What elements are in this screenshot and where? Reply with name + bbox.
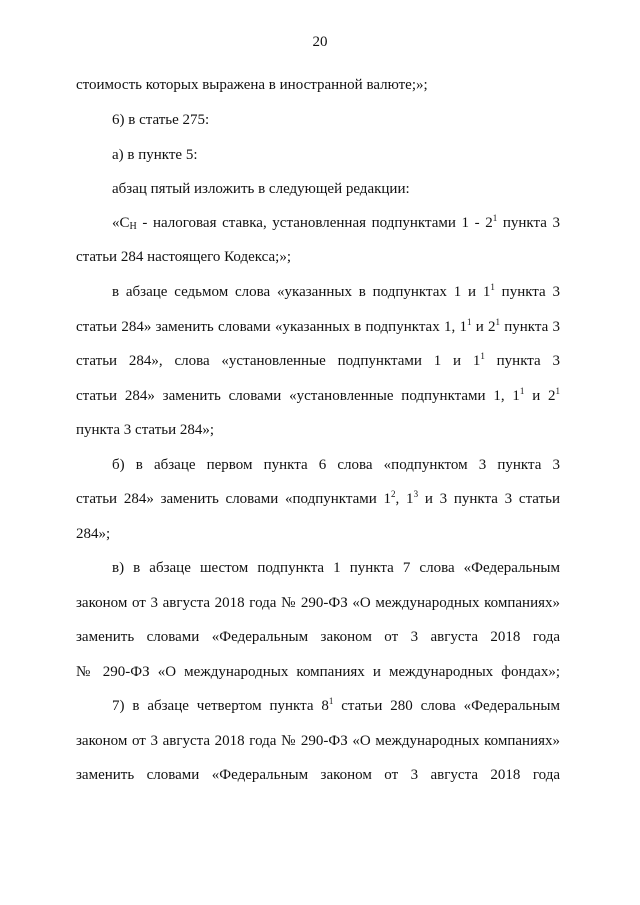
text-line-3: а) в пункте 5:	[112, 147, 198, 163]
text-line-1: стоимость которых выражена в иностранной валюте;»;	[76, 77, 428, 93]
superscript: 1	[466, 317, 472, 327]
text-line-13	[76, 490, 560, 508]
text-line-20: законом от 3 августа 2018 года № 290-ФЗ «О международных компаниях»	[76, 733, 560, 749]
text-fragment: пункта 3	[484, 353, 560, 369]
text-line-17: заменить словами «Федеральным законом от 3 августа 2018 года	[76, 629, 560, 645]
text-fragment: в абзаце седьмом слова «указанных в подпунктах 1 и 1	[112, 284, 491, 300]
superscript: 1	[490, 282, 495, 292]
superscript: 1	[495, 317, 500, 327]
superscript: 1	[492, 213, 498, 223]
page-number: 20	[312, 34, 328, 50]
text-line-15: в) в абзаце шестом подпункта 1 пункта 7 слова «Федеральным	[112, 560, 560, 576]
text-fragment: статьи 284» заменить словами «подпунктами 1	[76, 491, 392, 507]
text-fragment: статьи 284», слова «установленные подпунктами 1 и 1	[76, 353, 481, 369]
text-line-4: абзац пятый изложить в следующей редакции:	[112, 181, 410, 197]
text-line-8	[76, 318, 560, 336]
text-fragment: статьи 284» заменить словами «указанных в подпунктах 1, 1	[76, 319, 467, 335]
superscript: 2	[391, 489, 396, 499]
text-fragment: - налоговая ставка, установленная подпунктами 1 - 2	[136, 215, 493, 231]
text-line-21: заменить словами «Федеральным законом от 3 августа 2018 года	[76, 767, 560, 783]
text-fragment: и 2	[471, 319, 496, 335]
subscript: Н	[129, 221, 137, 232]
superscript: 1	[480, 351, 485, 361]
text-line-11: пункта 3 статьи 284»;	[76, 422, 215, 438]
superscript: 1	[555, 386, 560, 396]
text-line-2: 6) в статье 275:	[112, 112, 210, 128]
text-line-9	[76, 352, 560, 370]
text-fragment: пункта 3	[497, 215, 560, 231]
text-line-14: 284»;	[76, 526, 111, 542]
text-line-18: № 290-ФЗ «О международных компаниях и международных фондах»;	[76, 664, 560, 680]
superscript: 3	[413, 489, 419, 499]
text-line-6: статьи 284 настоящего Кодекса;»;	[76, 249, 292, 265]
superscript: 1	[519, 386, 525, 396]
text-fragment: , 1	[395, 491, 414, 507]
text-line-16: законом от 3 августа 2018 года № 290-ФЗ «О международных компаниях»	[76, 595, 560, 611]
text-fragment: 7) в абзаце четвертом пункта 8	[112, 698, 329, 714]
superscript: 1	[328, 696, 334, 706]
text-fragment: статьи 280 слова «Федеральным	[333, 698, 560, 714]
text-line-5	[112, 214, 560, 232]
text-line-7	[112, 283, 560, 301]
text-fragment: и 3 пункта 3 статьи	[418, 491, 560, 507]
text-line-12: б) в абзаце первом пункта 6 слова «подпунктом 3 пункта 3	[112, 457, 560, 473]
text-fragment: и 2	[524, 388, 556, 404]
text-fragment: «C	[112, 215, 130, 231]
text-line-19	[112, 697, 560, 715]
text-fragment: статьи 284» заменить словами «установленные подпунктами 1, 1	[76, 388, 520, 404]
text-line-10	[76, 387, 560, 405]
text-fragment: пункта 3	[499, 319, 560, 335]
text-fragment: пункта 3	[494, 284, 561, 300]
